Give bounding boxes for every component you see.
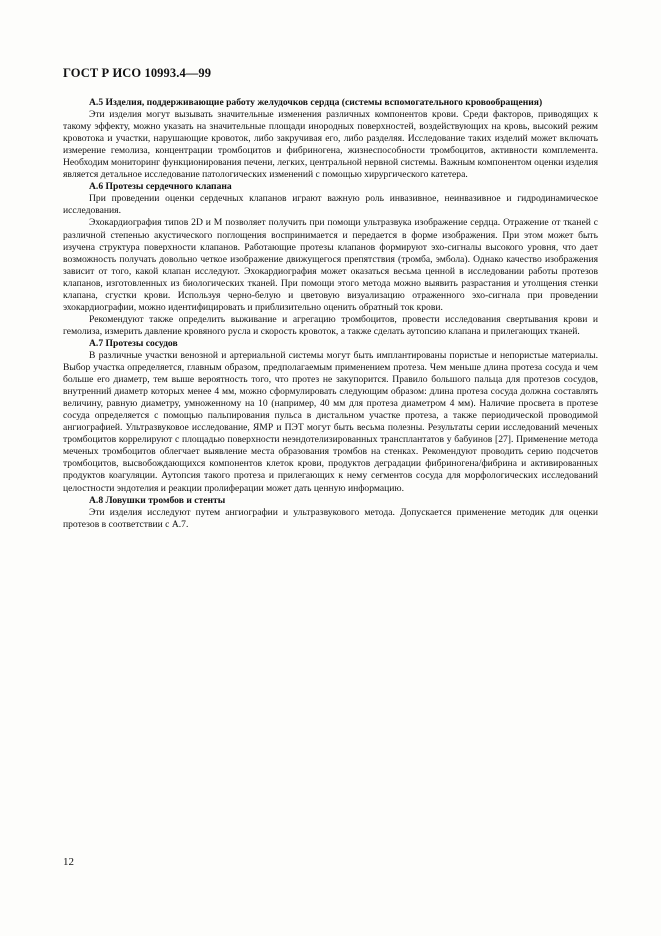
section-a6-paragraph-2: Эхокардиография типов 2D и М позволяет получить при помощи ультразвука изображение сердца. Отражение от тканей с различной степенью акустического поглощения воспринимается и передается в форме изображения. При этом может быть изучена структура поверхности клапанов. Работающие протезы клапанов формируют эхо-сигналы высокого уровня, что дает возможность получать довольно четкое изображение движущегося препятствия (тромба, эмбола). Однако качество изображения зависит от того, какой клапан исследуют. Эхокардиография может оказаться весьма ценной в исследовании работы протезов клапанов, изготовленных из биологических тканей. При помощи этого метода можно выявить разрастания и утолщения стенки клапана, сгустки крови. Используя черно-белую и цветовую визуализацию отраженного эхо-сигнала при проведении эхокардиографии, можно идентифицировать и приблизительно оценить обратный ток крови. — [63, 217, 598, 313]
document-standard-title: ГОСТ Р ИСО 10993.4—99 — [63, 66, 212, 80]
section-heading-a5: А.5 Изделия, поддерживающие работу желудочков сердца (системы вспомогательного кровообращения) — [89, 97, 543, 108]
section-a6-paragraph-1: При проведении оценки сердечных клапанов играют важную роль инвазивное, неинвазивное и гидродинамическое исследования. — [63, 193, 598, 217]
section-heading-a8: А.8 Ловушки тромбов и стенты — [89, 494, 226, 506]
section-a6-paragraph-3: Рекомендуют также определить выживание и агрегацию тромбоцитов, провести исследования свертывания крови и гемолиза, измерить давление кровяного русла и скорость кровоток, а также сделать аутопсию клапана и прилегающих тканей. — [63, 313, 598, 337]
document-body — [63, 97, 598, 531]
page-number: 12 — [63, 856, 74, 868]
section-a5-paragraph-1: Эти изделия могут вызывать значительные изменения различных компонентов крови. Среди факторов, приводящих к такому эффекту, можно указать на значительные площади инородных поверхностей, воздействующих на кровь, высокий режим кровотока и участки, нарушающие кровоток, либо закручивая его, либо разделяя. Исследование таких изделий может включать измерение гемолиза, концентрации тромбоцитов и фибриногена, жизнеспособности тромбоцитов, активности комплемента. Необходим мониторинг функционирования печени, легких, центральной нервной системы. Важным компонентом оценки изделия является детальное исследование патологических изменений с помощью хирургического катетера. — [63, 109, 598, 181]
section-heading-a6: А.6 Протезы сердечного клапана — [89, 181, 232, 193]
section-a7-paragraph-1: В различные участки венозной и артериальной системы могут быть имплантированы пористые и непористые материалы. Выбор участка определяется, главным образом, предполагаемым применением протеза. Чем меньше длина протеза сосуда и чем больше его диаметр, тем выше вероятность того, что протез не закупорится. Правило большого пальца для протезов сосудов, внутренний диаметр которых менее 4 мм, можно сформулировать следующим образом: длина протеза сосуда должна составлять величину, равную диаметру, умноженному на 10 (например, 40 мм для протеза диаметром 4 мм). Наличие просвета в протезе сосуда определяется с помощью пальпирования пульса в дистальном участке протеза, а также периодической проводимой ангиографией. Ультразвуковое исследование, ЯМР и ПЭТ могут быть весьма полезны. Результаты серии исследований меченых тромбоцитов коррелируют с площадью поверхности неэндотелизированных трансплантатов у бабуинов [27]. Применение метода меченых тромбоцитов облегчает выявление места образования тромбов на стенках. Рекомендуют проводить серию подсчетов тромбоцитов, высвобождающихся компонентов клеток крови, продуктов деградации фибриногена/фибрина и активированных продуктов коагуляции. Аутопсия такого протеза и прилегающих к нему сегментов сосуда для морфологических исследований целостности эндотелия и реакции пролиферации может дать ценную информацию. — [63, 349, 598, 494]
section-a8-paragraph-1: Эти изделия исследуют путем ангиографии и ультразвукового метода. Допускается применение методик для оценки протезов в соответствии с А.7. — [63, 506, 598, 530]
section-heading-a7: А.7 Протезы сосудов — [89, 337, 178, 349]
